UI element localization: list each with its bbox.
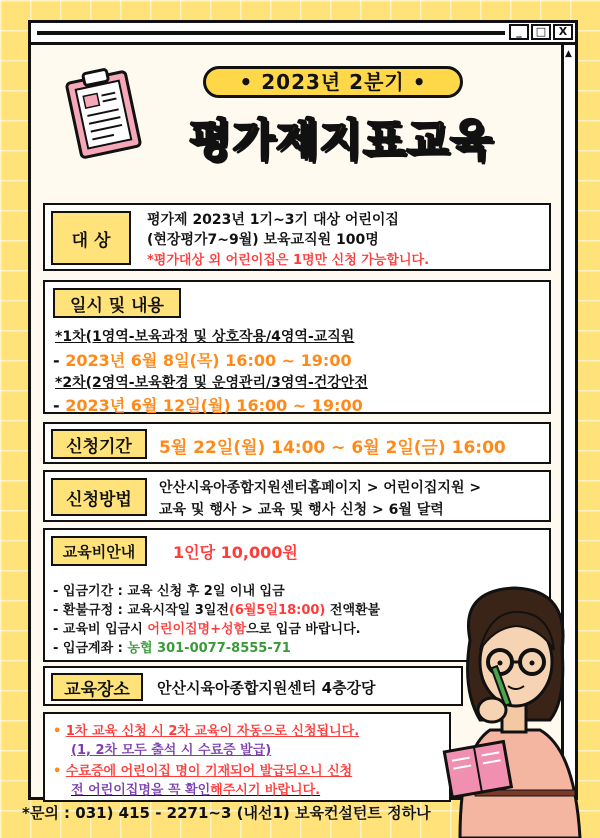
schedule-1-title: *1차(1영역-보육과정 및 상호작용/4영역-교직원 bbox=[55, 329, 355, 345]
schedule-section bbox=[43, 280, 551, 414]
page-title: 평가제지표교육 bbox=[188, 115, 494, 166]
target-line-1: 평가제 2023년 1기~3기 대상 어린이집 bbox=[147, 212, 399, 228]
maximize-button[interactable]: □ bbox=[531, 24, 551, 40]
schedule-2-date: - 2023년 6월 12일(월) 16:00 ~ 19:00 bbox=[53, 396, 363, 415]
schedule-2-title: *2차(2영역-보육환경 및 운영관리/3영역-건강안전 bbox=[55, 375, 368, 391]
note-1: • 1차 교육 신청 시 2차 교육이 자동으로 신청됩니다. bbox=[53, 724, 360, 739]
target-note: *평가대상 외 어린이집은 1명만 신청 가능합니다. bbox=[147, 253, 430, 268]
place-label: 교육장소 bbox=[51, 673, 143, 701]
note-2: • 수료증에 어린이집 명이 기재되어 발급되오니 신청 bbox=[53, 764, 353, 779]
period-label: 신청기간 bbox=[51, 429, 147, 459]
period-section bbox=[43, 422, 551, 464]
period-value: 5월 22일(월) 14:00 ~ 6월 2일(금) 16:00 bbox=[159, 438, 506, 458]
close-button[interactable]: X bbox=[553, 24, 573, 40]
place-value: 안산시육아종합지원센터 4층강당 bbox=[157, 679, 376, 697]
minimize-button[interactable]: _ bbox=[509, 24, 529, 40]
method-line-1: 안산시육아종합지원센터홈페이지 > 어린이집지원 > bbox=[159, 480, 482, 496]
schedule-1-date: - 2023년 6월 8일(목) 16:00 ~ 19:00 bbox=[53, 351, 352, 370]
schedule-label: 일시 및 내용 bbox=[53, 288, 181, 318]
place-section bbox=[43, 666, 463, 706]
method-section bbox=[43, 470, 551, 522]
contact-footer: *문의 : 031) 415 - 2271~3 (내선1) 보육컨설턴트 정하나 bbox=[22, 804, 431, 822]
woman-illustration bbox=[440, 570, 590, 838]
titlebar-stripe bbox=[37, 31, 505, 35]
scroll-up-icon[interactable]: ▲ bbox=[565, 49, 572, 59]
fee-account: - 입금계좌 : 농협 301-0077-8555-71 bbox=[53, 641, 291, 656]
fee-refund-policy: - 환불규정 : 교육시작일 3일전(6월5일18:00) 전액환불 bbox=[53, 603, 381, 618]
fee-amount: 1인당 10,000원 bbox=[173, 543, 298, 562]
target-line-2: (현장평가7~9월) 보육교직원 100명 bbox=[147, 232, 379, 248]
fee-deposit-period: - 입금기간 : 교육 신청 후 2일 이내 입금 bbox=[53, 584, 285, 599]
method-label: 신청방법 bbox=[51, 478, 147, 516]
target-label: 대 상 bbox=[51, 211, 131, 265]
fee-label: 교육비안내 bbox=[51, 536, 147, 566]
note-1-sub: (1, 2차 모두 출석 시 수료증 발급) bbox=[71, 743, 272, 758]
notes-section bbox=[43, 712, 451, 802]
clipboard-icon bbox=[61, 62, 151, 162]
method-line-2: 교육 및 행사 > 교육 및 행사 신청 > 6월 달력 bbox=[159, 502, 444, 518]
target-section bbox=[43, 203, 551, 271]
note-2-sub: 전 어린이집명을 꼭 확인해주시기 바랍니다. bbox=[71, 783, 321, 798]
window-titlebar bbox=[31, 23, 575, 45]
fee-deposit-note: - 교육비 입금시 어린이집명+성함으로 입금 바랍니다. bbox=[53, 622, 361, 637]
quarter-badge: • 2023년 2분기 • bbox=[203, 66, 463, 98]
